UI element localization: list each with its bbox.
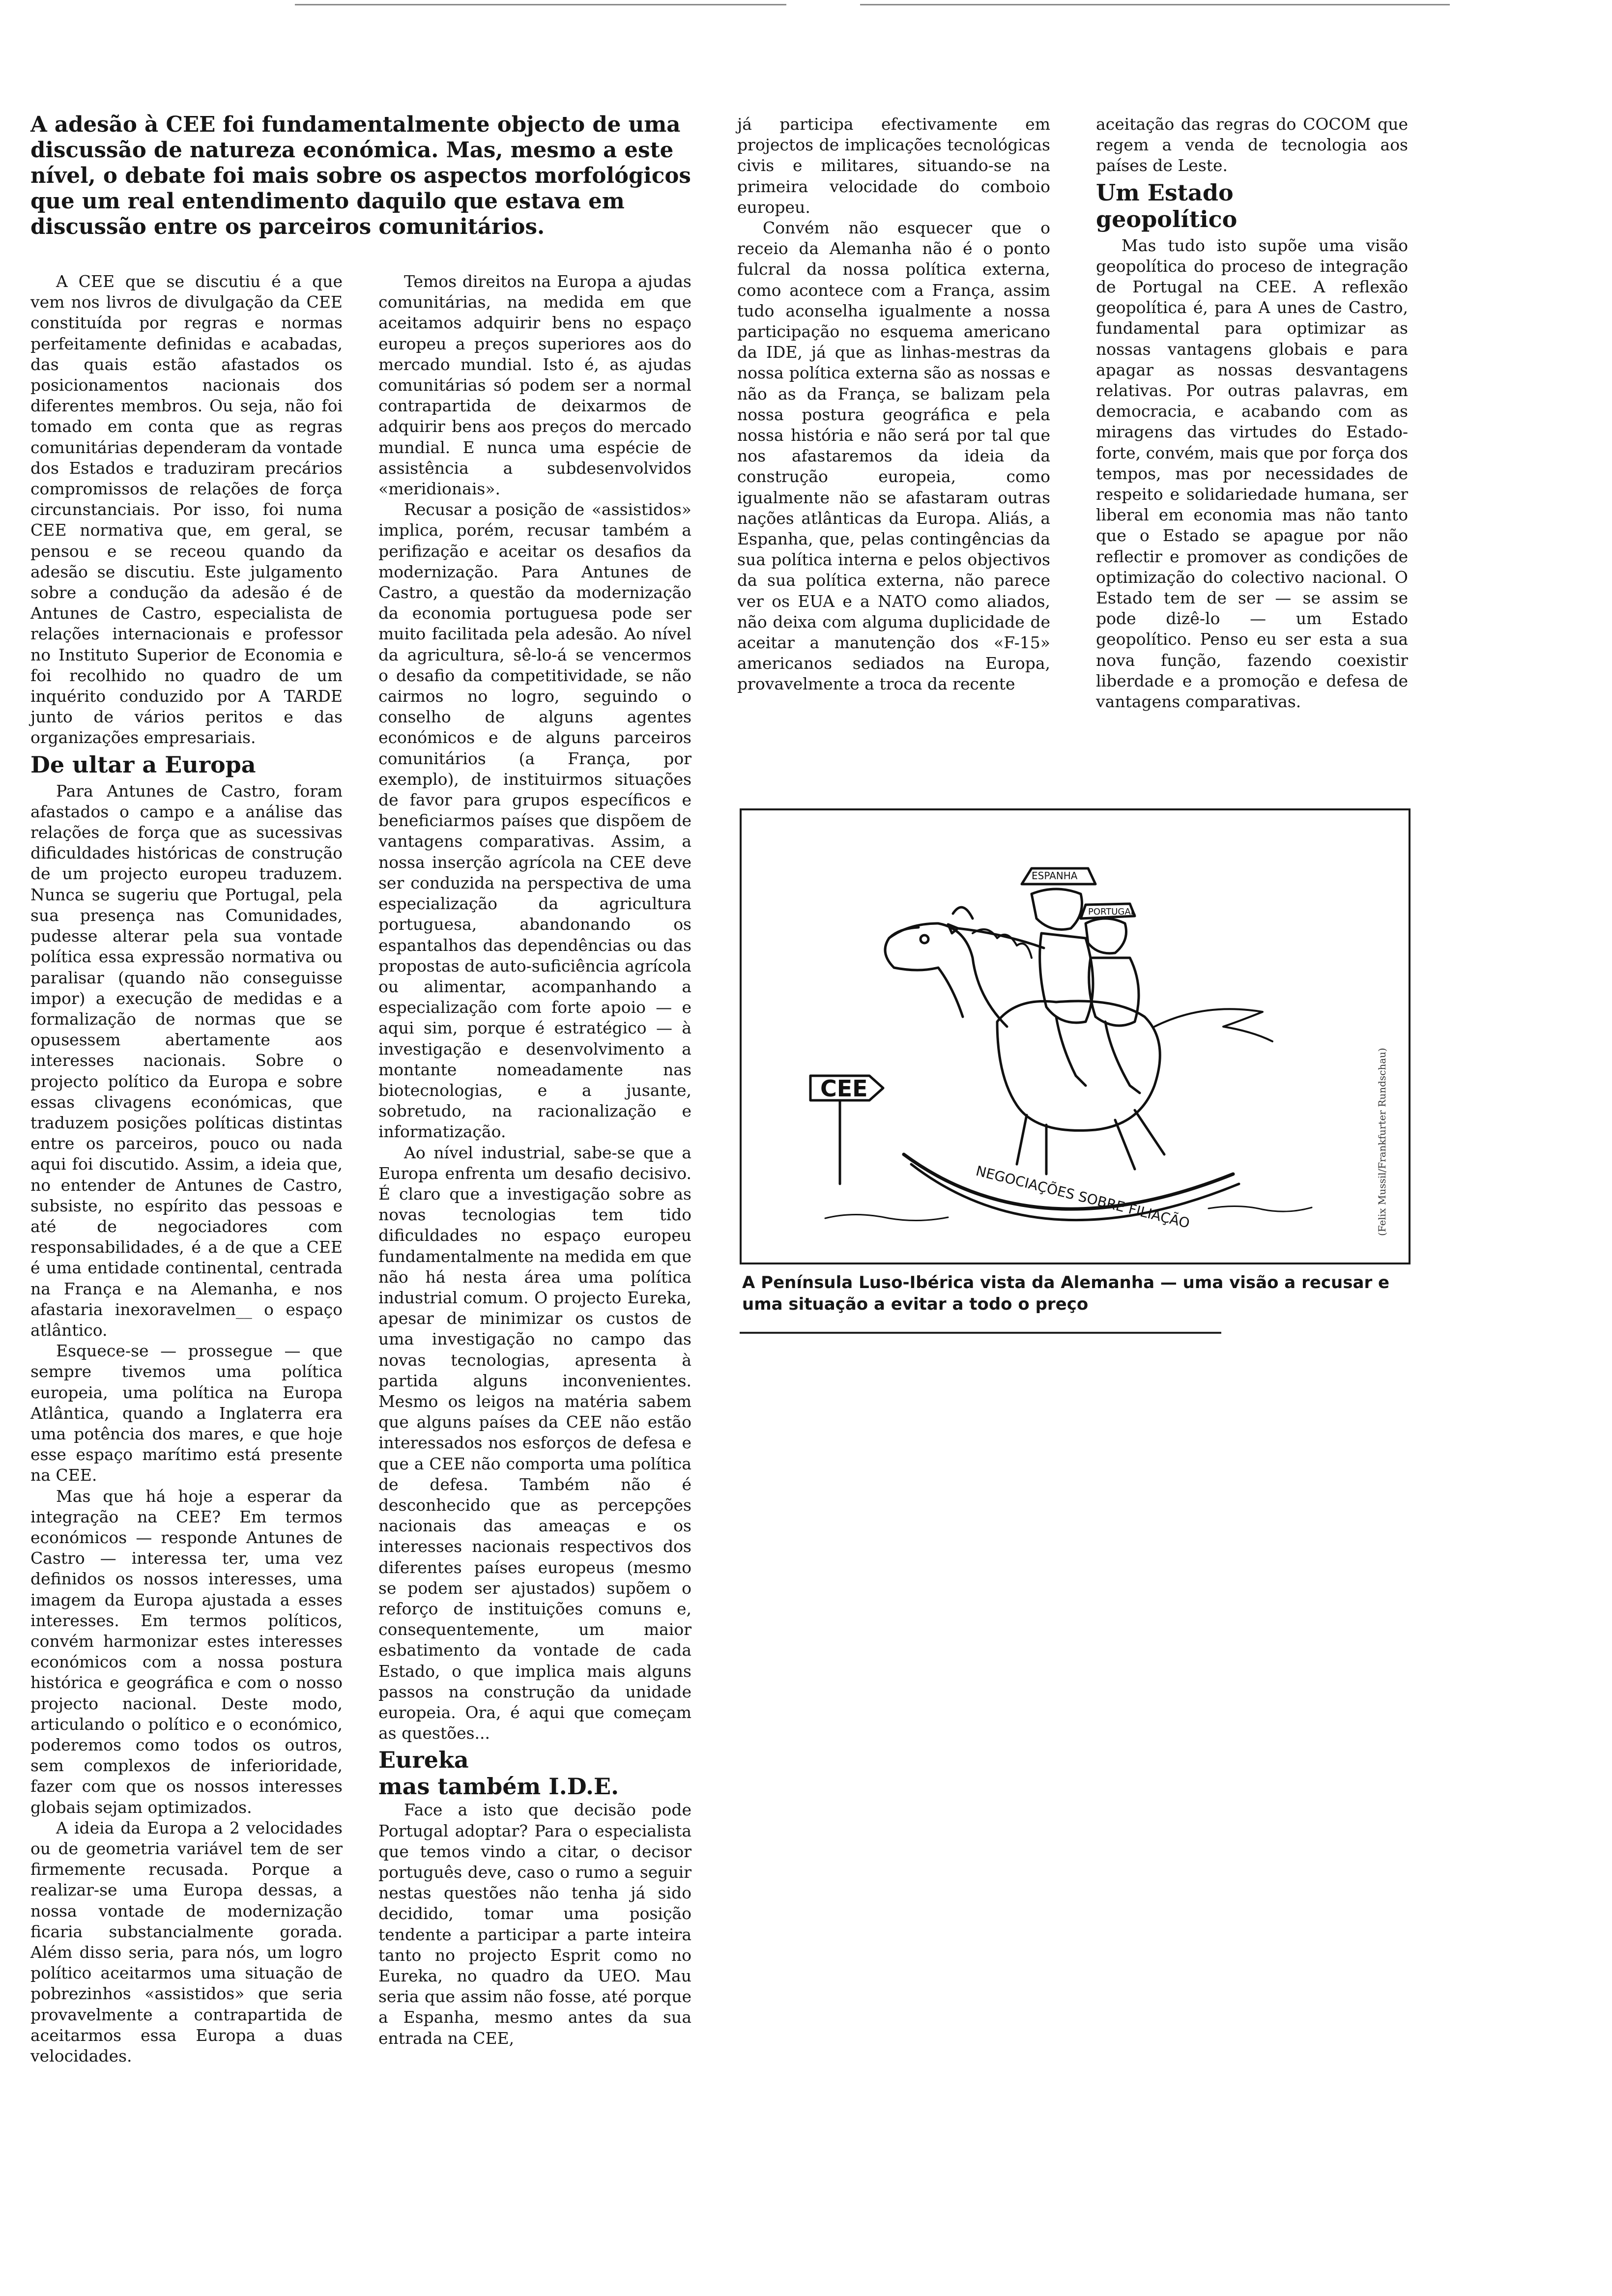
section-heading-eureka	[378, 1747, 691, 1800]
paragraph: Recusar a posição de «assistidos» implica, porém, recusar também a perifização e aceitar os desafios da modernização. Para Antunes de Castro, a questão da modernização da economia portuguesa pode ser muito facilitada pela adesão. Ao nível da agricultura, sê-lo-á se vencermos o desafio da competitividade, se não cairmos no logro, seguindo o conselho de alguns agentes económicos e de alguns parceiros comunitários (a França, por exemplo), de instituirmos situações de favor para grupos específicos e beneficiarmos países que dispõem de vantagens comparativas. Assim, a nossa inserção agrícola na CEE deve ser conduzida na perspectiva de uma especialização da agricultura portuguesa, abandonando os espantalhos das dependências ou das propostas de auto-suficiência agrícola ou alimentar, acompanhando a especialização com forte apoio — e aqui sim, porque é estratégico — à investigação e desenvolvimento a montante nomeadamente nas biotecnologias, e a jusante, sobretudo, na racionalização e informatização.	[378, 500, 691, 1142]
rider-head	[1032, 889, 1082, 930]
paragraph: Mas que há hoje a esperar da integração na CEE? Em termos económicos — responde Antunes de Castro — interessa ter, uma vez definidos os nossos interesses, uma imagem da Europa ajustada a esses interesses. Em termos políticos, convém harmonizar estes interesses económicos com a nossa postura histórica e geográfica e com o nosso projecto nacional. Deste modo, articulando o político e o económico, poderemos como todos os outros, sem complexos de inferioridade, fazer com que os nossos interesses globais sejam optimizados.	[30, 1486, 343, 1817]
sign-label: CEE	[820, 1075, 868, 1102]
paragraph: Face a isto que decisão pode Portugal adoptar? Para o especialista que temos vindo a citar, o decisor português deve, caso o rumo a seguir nestas questões não tenha já sido decidido, tomar uma posição tendente a participar a parte inteira tanto no projecto Esprit como no Eureka, no quadro da UEO. Mau seria que assim não fosse, até porque a Espanha, mesmo antes da sua entrada na CEE,	[378, 1800, 691, 2048]
caption-rule	[740, 1332, 1221, 1334]
paragraph: já participa efectivamente em projectos de implicações tecnológicas civis e militares, situando-se na primeira velocidade do comboio europeu.	[737, 115, 1050, 217]
column-1	[30, 271, 343, 2066]
section-heading-europa: De ultar a Europa	[30, 751, 256, 778]
cartoon-illustration	[740, 808, 1410, 1264]
paragraph: Ao nível industrial, sabe-se que a Europa enfrenta um desafio decisivo. É claro que a investigação sobre as novas tecnologias tem tido dificuldades no espaço europeu fundamentalmente na medida em que não há nesta área uma política industrial comum. O projecto Eureka, apesar de minimizar os custos de uma investigação no campo das novas tecnologias, apresenta à partida alguns inconvenientes. Mesmo os leigos na matéria sabem que alguns países da CEE não estão interessados nos esforços de defesa e que a CEE não comporta uma política de defesa. Também não é desconhecido que as percepções nacionais das ameaças e os interesses nacionais respectivos dos diferentes países europeus (mesmo se podem ser ajustados) supõem o reforço de instituições comuns e, consequentemente, um maior esbatimento da vontade de cada Estado, o que implica mais alguns passos na construção da unidade europeia. Ora, é aqui que começam as questões...	[378, 1143, 691, 1743]
hat-label: ESPANHA	[1032, 870, 1078, 882]
top-rule-right	[860, 4, 1450, 5]
rocking-horse-cartoon	[742, 810, 1409, 1263]
figure-caption: A Península Luso-Ibérica vista da Alemanha — uma visão a recusar e uma situação a evitar a todo o preço	[742, 1273, 1390, 1314]
column-2	[378, 271, 691, 2049]
paragraph: Temos direitos na Europa a ajudas comunitárias, na medida em que aceitamos adquirir bens no espaço europeu a preços superiores aos do mercado mundial. Isto é, as ajudas comunitárias só podem ser a normal contrapartida de deixarmos de adquirir bens aos preços do mercado mundial. E nunca uma espécie de assistência a subdesenvolvidos «meridionais».	[378, 272, 691, 499]
hat-label: PORTUGAL	[1088, 907, 1136, 917]
paragraph: Mas tudo isto supõe uma visão geopolítica do proceso de integração de Portugal na CEE. A reflexão geopolítica é, para A unes de Castro, fundamental para optimizar as nossas vantagens globais e para apagar as nossas desvantagens relativas. Por outras palavras, em democracia, e acabando com as miragens das virtudes do Estado-forte, convém, mais que por força dos tempos, mas por necessidades de respeito e solidariedade humana, ser liberal em economia mas não tanto que o Estado se apague por não reflectir e promover as condições de optimização do colectivo nacional. O Estado tem de ser — se assim se pode dizê-lo — um Estado geopolítico. Penso eu ser esta a sua nova função, fazendo coexistir liberdade e a promoção e defesa de vantagens comparativas.	[1096, 235, 1408, 712]
paragraph: Esquece-se — prossegue — que sempre tivemos uma política europeia, uma política na Europa Atlântica, quando a Inglaterra era uma potência dos mares, e que hoje esse espaço marítimo está presente na CEE.	[30, 1341, 343, 1485]
paragraph: A CEE que se discutiu é a que vem nos livros de divulgação da CEE constituída por regras e normas perfeitamente definidas e acabadas, das quais estão afastados os posicionamentos nacionais dos diferentes membros. Ou seja, não foi tomado em conta que as regras comunitárias dependeram da vontade dos Estados e traduziram precários compromissos de relações de força circunstanciais. Por isso, foi numa CEE normativa que, em geral, se pensou e se receou quando da adesão se discutiu. Este julgamento sobre a condução da adesão é de Antunes de Castro, especialista de relações internacionais e professor no Instituto Superior de Economia e foi recolhido no quadro de um inquérito conduzido por A TARDE junto de vários peritos e das organizações empresariais.	[30, 272, 343, 747]
cartoon-credit: (Felix Mussil/Frankfurter Rundschau)	[1376, 1048, 1388, 1236]
paragraph: A ideia da Europa a 2 velocidades ou de geometria variável tem de ser firmemente recusada. Porque a realizar-se uma Europa dessas, a nossa vontade de modernização ficaria substancialmente gorada. Além disso seria, para nós, um logro político aceitarmos uma situação de pobrezinhos «assistidos» que seria provavelmente a contrapartida de aceitarmos essa Europa a duas velocidades.	[30, 1818, 343, 2066]
paragraph: Convém não esquecer que o receio da Alemanha não é o ponto fulcral da nossa política externa, como acontece com a França, assim tudo aconselha igualmente a nossa participação no esquema americano da IDE, já que as linhas-mestras da nossa política externa são as nossas e não as da França, se balizam pela nossa postura geográfica e pela nossa história e não será por tal que nos afastaremos da ideia da construção europeia, como igualmente não se afastaram outras nações atlânticas da Europa. Aliás, a Espanha, que, pelas contingências da sua política interna e pelos objectivos da sua política externa, não parece ver os EUA e a NATO como aliados, não deixa com alguma duplicidade de aceitar a manutenção dos «F-15» americanos sediados na Europa, provavelmente a troca da recente	[737, 218, 1050, 694]
paragraph: Para Antunes de Castro, foram afastados o campo e a análise das relações de força que as sucessivas dificuldades históricas de construção de um projecto europeu traduzem. Nunca se sugeriu que Portugal, pela sua presença nas Comunidades, pudesse alterar pela sua vontade política essa expressão normativa ou paralisar (quando não conseguisse impor) a execução de medidas e a formalização de normas que se opusessem abertamente aos interesses nacionais. Sobre o projecto político da Europa e sobre essas clivagens económicas, que traduzem posições políticas distintas entre os parceiros, pouco ou nada aqui foi discutido. Assim, a ideia que, no entender de Antunes de Castro, subsiste, no espírito das pessoas e até de negociadores com responsabilidades, é a de que a CEE é uma entidade continental, centrada na França e na Alemanha, e nos afastaria inexoravelmen__ o espaço atlântico.	[30, 781, 343, 1340]
lead-paragraph: A adesão à CEE foi fundamentalmente objecto de uma discussão de natureza económica. Mas, mesmo a este nível, o debate foi mais sobre os aspectos morfológicos que um real entendimento daquilo que estava em discussão entre os parceiros comunitários.	[30, 112, 691, 239]
heading-line: mas também I.D.E.	[378, 1773, 619, 1800]
rocker-label: NEGOCIAÇÕES SOBRE FILIAÇÃO	[974, 1162, 1192, 1232]
top-rule-left	[295, 4, 786, 5]
column-3	[737, 114, 1050, 695]
rider-head	[1086, 918, 1126, 953]
heading-line: Um Estado	[1096, 179, 1234, 206]
heading-line: Eureka	[378, 1747, 469, 1774]
column-4	[1096, 114, 1408, 712]
paragraph: aceitação das regras do COCOM que regem a venda de tecnologia aos países de Leste.	[1096, 115, 1408, 175]
section-heading-estado	[1096, 179, 1408, 232]
heading-line: geopolítico	[1096, 205, 1238, 232]
